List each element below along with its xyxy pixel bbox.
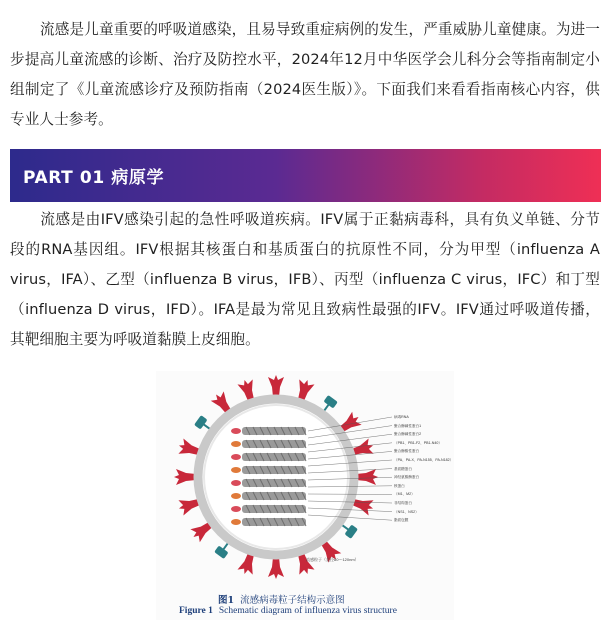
body-text: 流感是由IFV感染引起的急性呼吸道疾病。IFV属于正黏病毒科，具有负义单链、分节段的RNA基因组。IFV根据其核蛋白和基质蛋白的抗原性不同，分为甲型（influenza A virus，IFA）、乙型（influenza B virus，IFB）、丙型（influenza C virus，IFC）和丁型（influenza D virus，IFD）。IFA是最为常见且致病性最强的IFV。IFV通过呼吸道传播，其靶细胞主要为呼吸道黏膜上皮细胞。 xyxy=(10,211,600,348)
legend-label: （PB1、PB1-F2、PB1-N40） xyxy=(394,440,442,445)
intro-text: 流感是儿童重要的呼吸道感染，且易导致重症病例的发生，严重威胁儿童健康。为进一步提高儿童流感的诊断、治疗及防控水平，2024年12月中华医学会儿科分会等指南制定小组制定了《儿童流感诊疗及预防指南（2024医生版）》。下面我们来看看指南核心内容，供专业人士参考。 xyxy=(10,21,600,128)
legend-label: 聚合酶碱性蛋白1 xyxy=(394,423,422,428)
figure-label-en: Figure 1 xyxy=(179,606,213,616)
figure-label-cn: 图1 xyxy=(218,595,235,606)
inner-membrane xyxy=(204,405,348,549)
figure-title-cn: 流感病毒粒子结构示意图 xyxy=(240,595,345,606)
legend-label: 神经氨酸酶蛋白 xyxy=(394,475,420,480)
body-paragraph xyxy=(10,205,600,355)
hemagglutinin-spike xyxy=(268,557,284,579)
legend-label: 脂质包膜 xyxy=(394,518,409,523)
hemagglutinin-spike xyxy=(174,469,196,485)
legend-label: 聚合酶碱性蛋白2 xyxy=(394,432,422,437)
intro-paragraph xyxy=(10,15,600,135)
figure-caption-cn xyxy=(218,592,345,606)
legend-label: （NS1、NS2） xyxy=(394,509,419,514)
section-title: PART 01 病原学 xyxy=(23,168,165,188)
legend-label: 聚合酶酸性蛋白 xyxy=(394,449,420,454)
legend-label: 核蛋白 xyxy=(394,483,405,488)
legend-label: （PA、PA-X、PA-N155、PA-N182） xyxy=(394,458,454,462)
hemagglutinin-spike xyxy=(356,469,378,485)
figure-caption-en xyxy=(179,606,397,616)
legend-label: 病毒RNA xyxy=(394,415,409,419)
figure-title-en: Schematic diagram of influenza virus structure xyxy=(218,606,397,616)
legend-label: 基质糖蛋白 xyxy=(394,466,412,471)
scale-note: 流感粒子（直径80～120nm） xyxy=(306,557,359,562)
legend-label: 非结构蛋白 xyxy=(394,501,412,505)
legend-label: （M1、M2） xyxy=(394,492,415,497)
section-banner xyxy=(10,149,601,202)
hemagglutinin-spike xyxy=(268,375,284,397)
virus-structure-figure xyxy=(156,371,454,620)
